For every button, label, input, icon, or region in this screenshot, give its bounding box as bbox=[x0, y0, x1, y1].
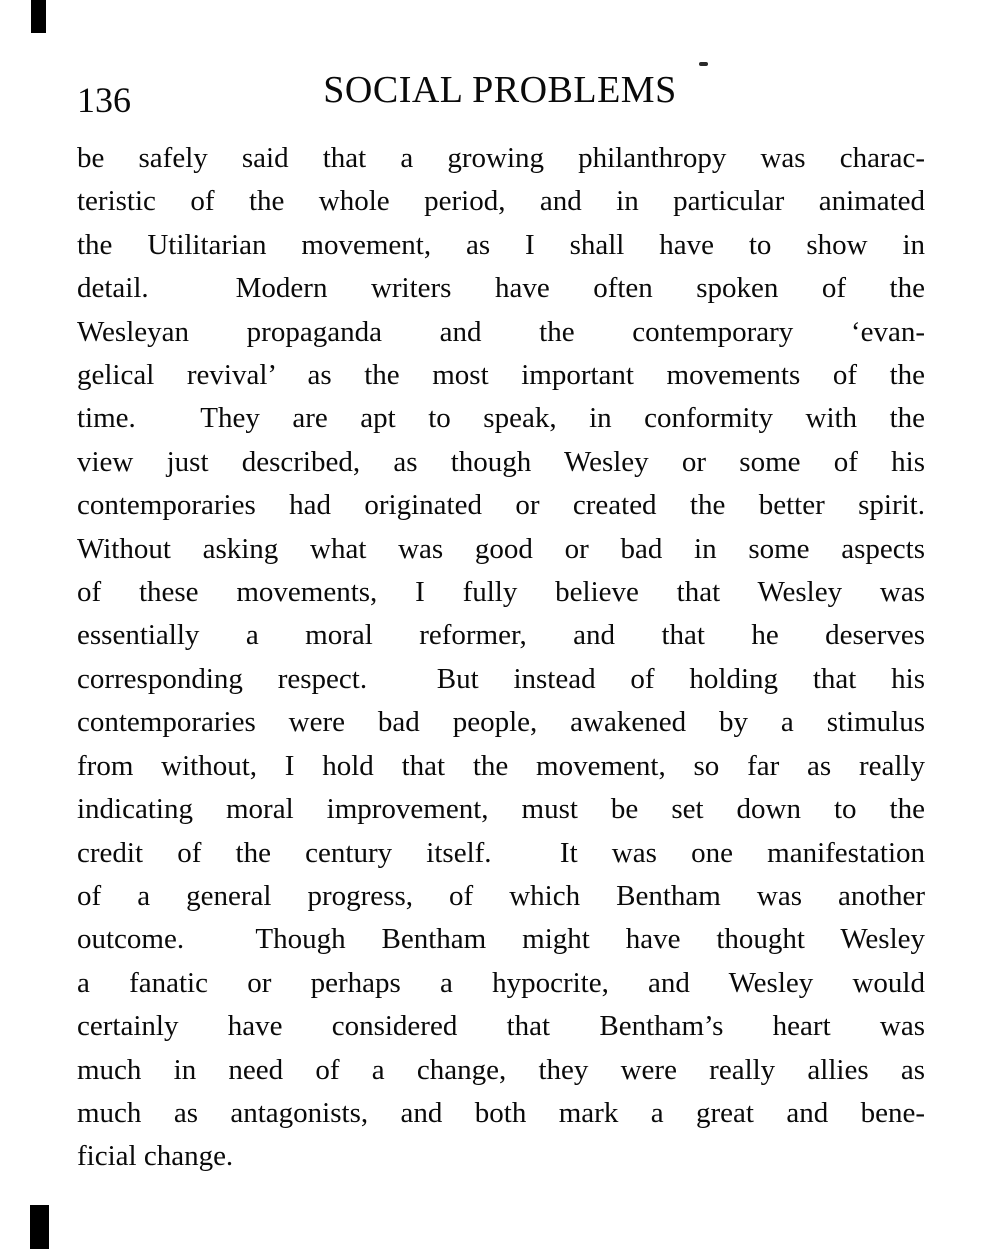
text-line: the Utilitarian movement, as I shall have to show in bbox=[77, 228, 925, 261]
text-line: contemporaries had originated or created the better spirit. bbox=[77, 489, 925, 522]
running-head-title: SOCIAL PROBLEMS bbox=[323, 69, 677, 111]
paragraph bbox=[77, 137, 925, 1179]
text-line: of these movements, I fully believe that Wesley was bbox=[77, 576, 925, 609]
text-line: Wesleyan propaganda and the contemporary ‘evan- bbox=[77, 315, 925, 348]
page-number: 136 bbox=[77, 80, 131, 120]
text-line: certainly have considered that Bentham’s heart was bbox=[77, 1010, 925, 1043]
text-line: corresponding respect. But instead of holding that his bbox=[77, 662, 925, 695]
ink-speck bbox=[699, 62, 708, 66]
text-line: time. They are apt to speak, in conformity with the bbox=[77, 402, 925, 435]
text-line: much as antagonists, and both mark a great and bene- bbox=[77, 1096, 925, 1129]
text-line: of a general progress, of which Bentham was another bbox=[77, 879, 925, 912]
text-line: outcome. Though Bentham might have thought Wesley bbox=[77, 923, 925, 956]
scan-artifact-top-left bbox=[31, 0, 46, 33]
scan-artifact-bottom-left bbox=[30, 1205, 49, 1249]
text-line: teristic of the whole period, and in particular animated bbox=[77, 185, 925, 218]
text-line: view just described, as though Wesley or some of his bbox=[77, 445, 925, 478]
text-line: essentially a moral reformer, and that he deserves bbox=[77, 619, 925, 652]
text-line: from without, I hold that the movement, so far as really bbox=[77, 749, 925, 782]
text-line: indicating moral improvement, must be set down to the bbox=[77, 793, 925, 826]
text-line: credit of the century itself. It was one manifestation bbox=[77, 836, 925, 869]
text-line: detail. Modern writers have often spoken of the bbox=[77, 272, 925, 305]
text-line: ficial change. bbox=[77, 1140, 234, 1173]
text-line: contemporaries were bad people, awakened by a stimulus bbox=[77, 706, 925, 739]
text-line: gelical revival’ as the most important movements of the bbox=[77, 359, 925, 392]
text-line: be safely said that a growing philanthropy was charac- bbox=[77, 142, 925, 174]
text-line: Without asking what was good or bad in some aspects bbox=[77, 532, 925, 565]
text-line: much in need of a change, they were really allies as bbox=[77, 1053, 925, 1086]
text-line: a fanatic or perhaps a hypocrite, and Wesley would bbox=[77, 966, 925, 999]
